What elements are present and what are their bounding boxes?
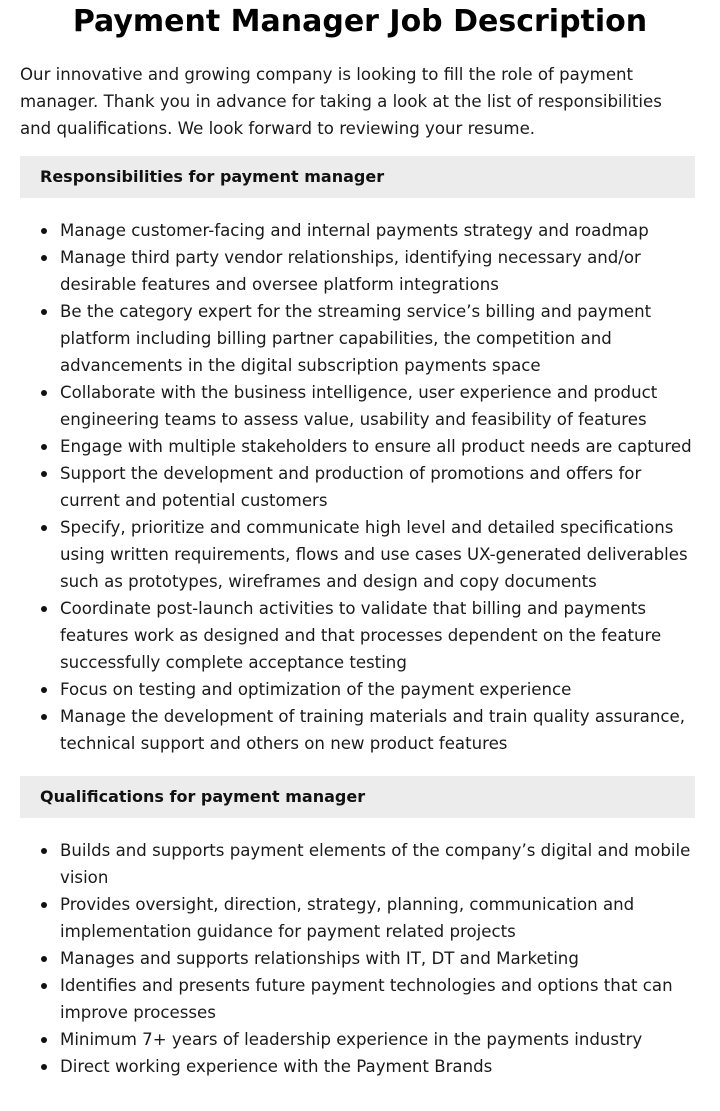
- bullet-dot-icon: [41, 848, 47, 854]
- responsibilities-list: [20, 217, 700, 757]
- list-item-text: Builds and supports payment elements of the company’s digital and mobile vision: [60, 841, 691, 887]
- list-item-text: Engage with multiple stakeholders to ensure all product needs are captured: [60, 437, 692, 456]
- bullet-dot-icon: [41, 714, 47, 720]
- list-item: [20, 433, 700, 460]
- list-item-text: Manage customer-facing and internal payments strategy and roadmap: [60, 221, 649, 240]
- bullet-dot-icon: [41, 228, 47, 234]
- list-item-text: Collaborate with the business intelligence, user experience and product engineering teams to assess value, usability and feasibility of features: [60, 383, 658, 429]
- bullet-dot-icon: [41, 1037, 47, 1043]
- bullet-dot-icon: [41, 902, 47, 908]
- list-item: [20, 460, 700, 514]
- bullet-dot-icon: [41, 471, 47, 477]
- list-item: [20, 945, 700, 972]
- list-item-text: Support the development and production of promotions and offers for current and potential customers: [60, 464, 642, 510]
- list-item: [20, 703, 700, 757]
- list-item: [20, 595, 700, 676]
- list-item: [20, 676, 700, 703]
- list-item-text: Minimum 7+ years of leadership experience in the payments industry: [60, 1030, 643, 1049]
- bullet-dot-icon: [41, 956, 47, 962]
- list-item: [20, 217, 700, 244]
- list-item-text: Focus on testing and optimization of the payment experience: [60, 680, 572, 699]
- list-item-text: Provides oversight, direction, strategy, planning, communication and implementation guidance for payment related projects: [60, 895, 635, 941]
- list-item: [20, 1026, 700, 1053]
- list-item: [20, 1053, 700, 1080]
- bullet-dot-icon: [41, 444, 47, 450]
- list-item-text: Direct working experience with the Payment Brands: [60, 1057, 493, 1076]
- list-item-text: Specify, prioritize and communicate high level and detailed specifications using written requirements, flows and use cases UX-generated deliverables such as prototypes, wireframes and design and copy documents: [60, 518, 688, 591]
- qualifications-heading: Qualifications for payment manager: [20, 776, 695, 818]
- list-item: [20, 514, 700, 595]
- bullet-dot-icon: [41, 1064, 47, 1070]
- list-item-text: Coordinate post-launch activities to validate that billing and payments features work as designed and that processes dependent on the feature successfully complete acceptance testing: [60, 599, 662, 672]
- bullet-dot-icon: [41, 309, 47, 315]
- intro-paragraph: Our innovative and growing company is looking to fill the role of payment manager. Thank you in advance for taking a look at the list of responsibilities and qualifications. We look forward to reviewing your resume.: [20, 65, 662, 138]
- qualifications-list: [20, 837, 700, 1080]
- responsibilities-heading: Responsibilities for payment manager: [20, 156, 695, 198]
- list-item: [20, 298, 700, 379]
- page-title: Payment Manager Job Description: [72, 4, 648, 39]
- bullet-dot-icon: [41, 525, 47, 531]
- list-item-text: Manages and supports relationships with IT, DT and Marketing: [60, 949, 579, 968]
- list-item-text: Manage the development of training materials and train quality assurance, technical support and others on new product features: [60, 707, 685, 753]
- bullet-dot-icon: [41, 983, 47, 989]
- bullet-dot-icon: [41, 687, 47, 693]
- list-item: [20, 379, 700, 433]
- bullet-dot-icon: [41, 390, 47, 396]
- list-item-text: Manage third party vendor relationships, identifying necessary and/or desirable features and oversee platform integrations: [60, 248, 641, 294]
- list-item-text: Be the category expert for the streaming service’s billing and payment platform including billing partner capabilities, the competition and advancements in the digital subscription payments space: [60, 302, 652, 375]
- list-item: [20, 972, 700, 1026]
- bullet-dot-icon: [41, 255, 47, 261]
- list-item: [20, 244, 700, 298]
- list-item-text: Identifies and presents future payment technologies and options that can improve processes: [60, 976, 673, 1022]
- bullet-dot-icon: [41, 606, 47, 612]
- list-item: [20, 837, 700, 891]
- list-item: [20, 891, 700, 945]
